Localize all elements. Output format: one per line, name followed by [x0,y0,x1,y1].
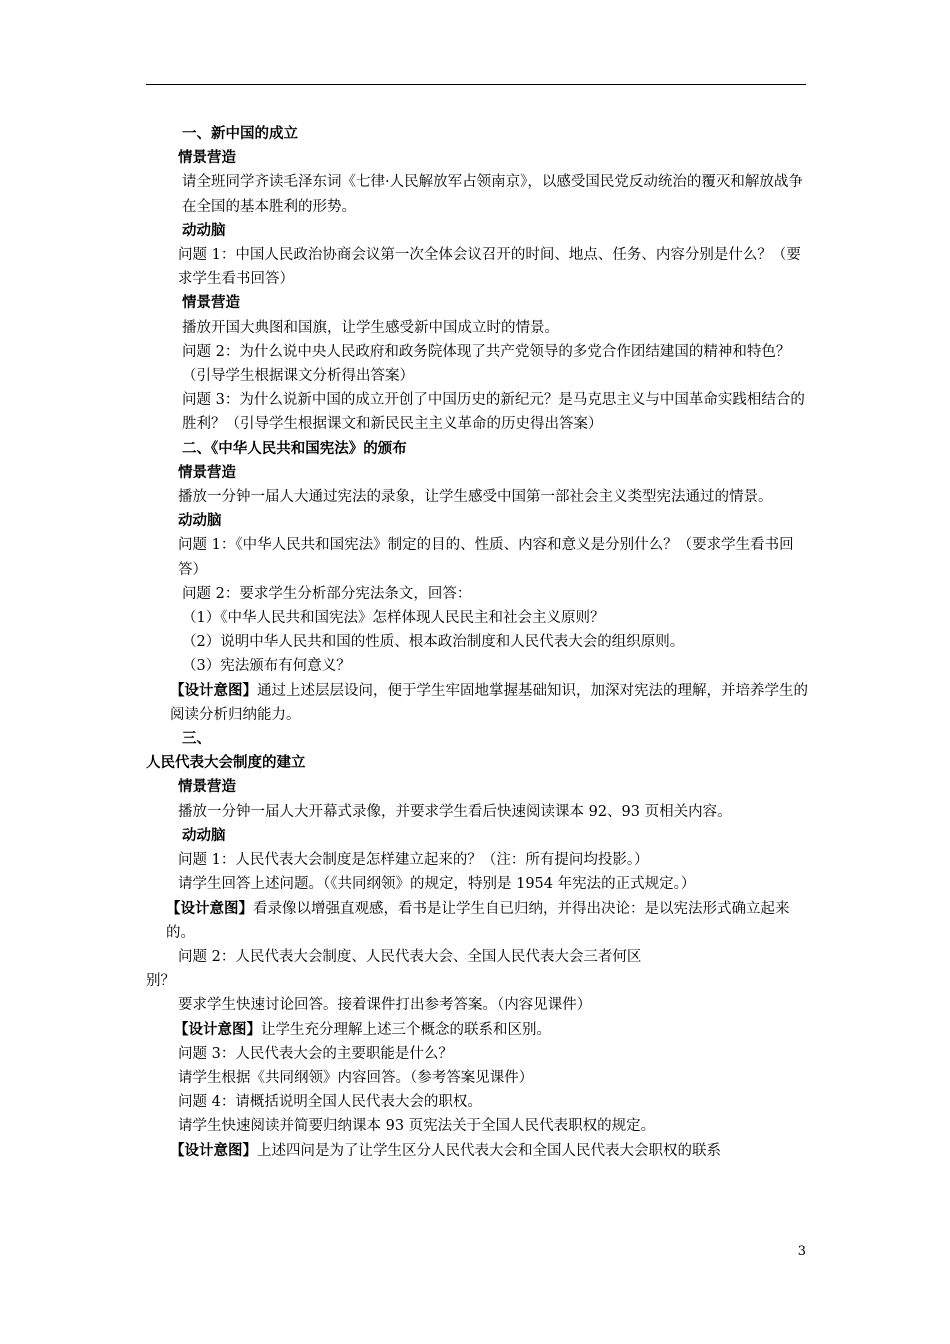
paragraph [146,945,810,969]
line-text: 要求学生快速讨论回答。接着课件打出参考答案。（内容见课件） [178,997,592,1014]
line-text: 情景营造 [182,295,240,312]
page-number: 3 [797,1244,806,1259]
paragraph [146,485,810,509]
paragraph [146,606,810,630]
line-text: 动动脑 [178,513,222,530]
paragraph [146,872,810,896]
line-text: 请全班同学齐读毛泽东词《七律·人民解放军占领南京》，以感受国民党反动统治的覆灭和解放战争在全国的基本胜利的形势。 [182,174,803,215]
line-text: 上述四问是为了让学生区分人民代表大会和全国人民代表大会职权的联系 [257,1142,721,1159]
line-text: 三、 [182,731,211,748]
line-text: （3）宪法颁布有何意义？ [182,658,351,675]
paragraph [146,1114,810,1138]
design-intent-label: 【设计意图】 [174,1021,261,1038]
section-heading [146,824,810,848]
paragraph [146,243,810,291]
line-text: 播放一分钟一届人大开幕式录像，并要求学生看后快速阅读课本 92、93 页相关内容。 [178,803,732,820]
paragraph [146,848,810,872]
section-heading [146,509,810,533]
paragraph [146,993,810,1017]
paragraph [146,582,810,606]
line-text: 人民代表大会制度的建立 [146,755,306,772]
section-heading [146,461,810,485]
line-text: 问题 4：请概括说明全国人民代表大会的职权。 [178,1094,482,1111]
paragraph [146,388,810,436]
design-intent-paragraph [146,679,810,727]
design-intent-label: 【设计意图】 [170,682,257,699]
line-text: 播放开国大典图和国旗，让学生感受新中国成立时的情景。 [182,319,559,336]
line-text: 问题 2：人民代表大会制度、人民代表大会、全国人民代表大会三者何区 [178,948,642,965]
section-heading [146,437,810,461]
header-rule [146,84,806,85]
line-text: 看录像以增强直观感，看书是让学生自已归纳，并得出决论：是以宪法形式确立起来的。 [166,900,790,941]
line-text: 请学生快速阅读并简要归纳课本 93 页宪法关于全国人民代表职权的规定。 [178,1118,656,1135]
line-text: 动动脑 [182,827,226,844]
line-text: 请学生回答上述问题。（《共同纲领》的规定，特别是 1954 年宪法的正式规定。） [178,876,696,893]
design-intent-paragraph [146,1018,810,1042]
section-heading [146,219,810,243]
line-text: 问题 2：要求学生分析部分宪法条文，回答： [182,585,472,602]
paragraph [146,170,810,218]
line-text: 情景营造 [178,779,236,796]
section-heading [146,291,810,315]
design-intent-label: 【设计意图】 [170,1142,257,1159]
line-text: 二、《中华人民共和国宪法》的颁布 [182,440,407,457]
line-text: 问题 2：为什么说中央人民政府和政务院体现了共产党领导的多党合作团结建国的精神和特色？（引导学生根据课文分析得出答案） [182,343,791,385]
design-intent-paragraph [146,1139,810,1163]
line-text: （2）说明中华人民共和国的性质、根本政治制度和人民代表大会的组织原则。 [182,634,685,651]
line-text: 动动脑 [182,222,226,239]
paragraph [146,800,810,824]
design-intent-paragraph [146,897,810,945]
document-body [146,122,810,1163]
section-heading [146,751,810,775]
line-text: 通过上述层层设问，便于学生牢固地掌握基础知识，加深对宪法的理解，并培养学生的阅读分析归纳能力。 [170,682,808,723]
paragraph [146,340,810,388]
line-text: 一、新中国的成立 [182,126,298,142]
paragraph [146,1066,810,1090]
line-text: 让学生充分理解上述三个概念的联系和区别。 [261,1021,551,1038]
line-text: 问题 1：《中华人民共和国宪法》制定的目的、性质、内容和意义是分别什么？（要求学生看书回答） [178,537,794,578]
paragraph [146,533,810,581]
paragraph [146,654,810,678]
design-intent-label: 【设计意图】 [166,900,253,917]
line-text: （1）《中华人民共和国宪法》怎样体现人民民主和社会主义原则？ [182,610,605,627]
line-text: 请学生根据《共同纲领》内容回答。（参考答案见课件） [178,1069,534,1086]
line-text: 问题 3：人民代表大会的主要职能是什么？ [178,1045,453,1062]
paragraph [146,316,810,340]
line-text: 播放一分钟一届人大通过宪法的录象，让学生感受中国第一部社会主义类型宪法通过的情景。 [178,489,773,506]
section-heading [146,122,810,146]
line-text: 问题 1：中国人民政治协商会议第一次全体会议召开的时间、地点、任务、内容分别是什么？（要求学生看书回答） [178,247,801,288]
section-heading [146,146,810,170]
line-text: 别？ [146,973,175,990]
paragraph [146,630,810,654]
paragraph [146,1090,810,1114]
paragraph [146,1042,810,1066]
line-text: 问题 1：人民代表大会制度是怎样建立起来的？（注：所有提问均投影。） [178,852,649,869]
line-text: 情景营造 [178,150,236,167]
section-heading [146,727,810,751]
line-text: 问题 3：为什么说新中国的成立开创了中国历史的新纪元？是马克思主义与中国革命实践相结合的胜利？（引导学生根据课文和新民民主主义革命的历史得出答案） [182,392,805,433]
line-text: 情景营造 [178,464,236,481]
section-heading [146,775,810,799]
paragraph [146,969,810,993]
